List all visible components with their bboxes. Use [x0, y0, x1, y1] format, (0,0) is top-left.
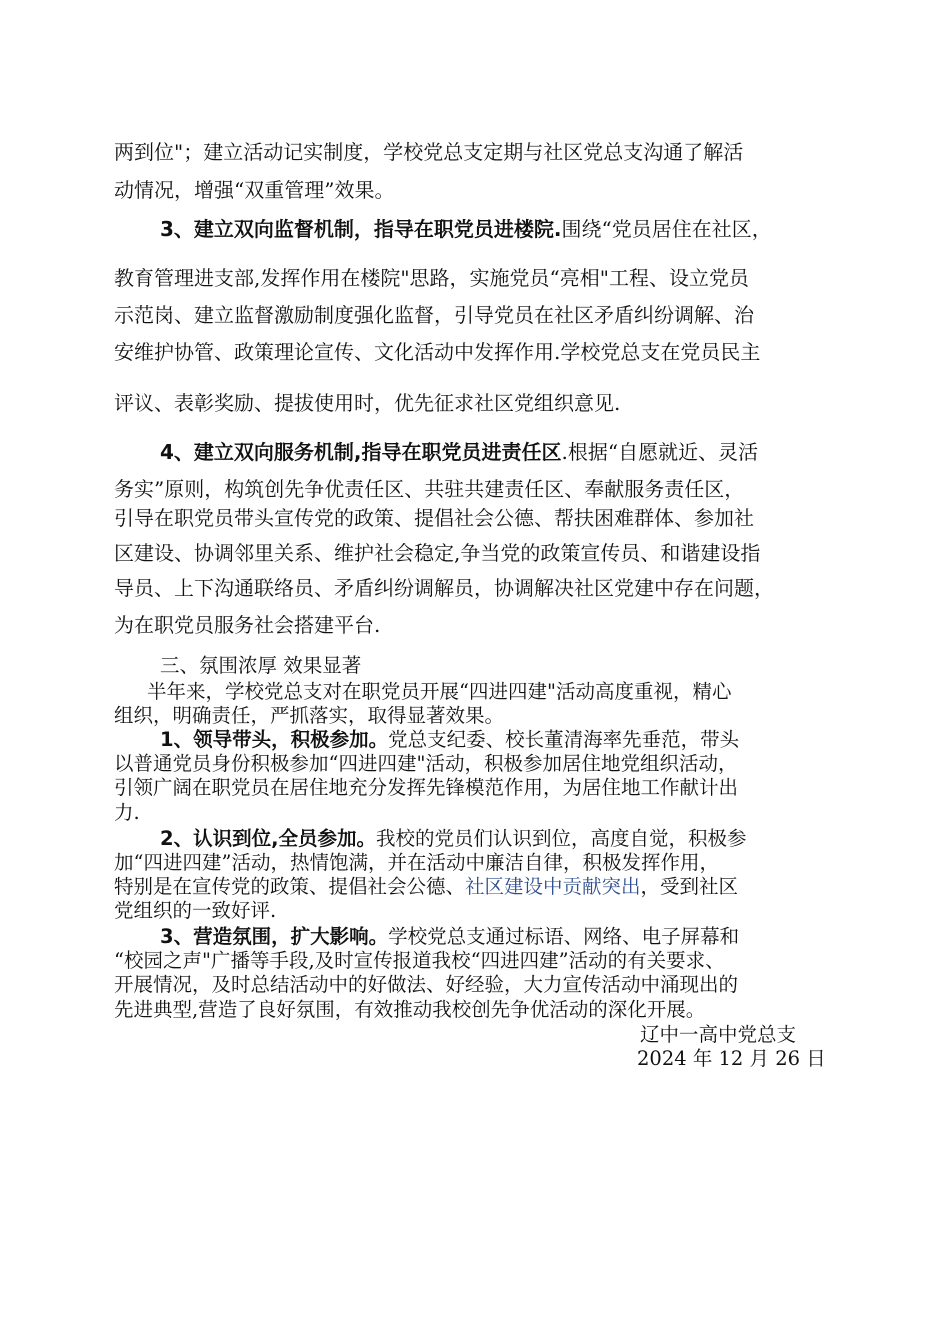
paragraph-line: 先进典型,营造了良好氛围，有效推动我校创先争优活动的深化开展。: [114, 998, 706, 1021]
paragraph-line: 党组织的一致好评.: [114, 899, 277, 922]
item3-heading: 3、建立双向监督机制，指导在职党员进楼院.: [160, 217, 562, 241]
paragraph-line: 导员、上下沟通联络员、矛盾纠纷调解员，协调解决社区党建中存在问题，: [114, 576, 774, 600]
paragraph-line: 教育管理进支部,发挥作用在楼院"思路，实施党员“亮相"工程、设立党员: [114, 266, 749, 290]
point1-heading: 1、领导带头，积极参加。: [160, 728, 389, 751]
item4-heading: 4、建立双向服务机制,指导在职党员进责任区: [160, 440, 562, 464]
paragraph-line: “校园之声"广播等手段,及时宣传报道我校“四进四建”活动的有关要求、: [114, 949, 725, 972]
item4-line1: [160, 436, 758, 465]
paragraph-line: 区建设、协调邻里关系、维护社会稳定,争当党的政策宣传员、和谐建设指: [114, 541, 761, 565]
item3-text: 围绕“党员居住在社区，: [561, 217, 772, 241]
paragraph-line: 引导在职党员带头宣传党的政策、提倡社会公德、帮扶困难群体、参加社: [114, 506, 754, 530]
highlighted-text: 社区建设中贡献突出: [465, 875, 641, 898]
item3-line1: [160, 213, 772, 242]
paragraph-line: 加“四进四建”活动，热情饱满，并在活动中廉洁自律，积极发挥作用，: [114, 851, 719, 874]
paragraph-line: 安维护协管、政策理论宣传、文化活动中发挥作用.学校党总支在党员民主: [114, 340, 761, 364]
paragraph-line: 示范岗、建立监督激励制度强化监督，引导党员在社区矛盾纠纷调解、治: [114, 303, 754, 327]
item4-text: .根据“自愿就近、灵活: [561, 440, 759, 464]
signature-org: 辽中一高中党总支: [640, 1023, 797, 1046]
paragraph-text: 特别是在宣传党的政策、提倡社会公德、: [114, 875, 466, 898]
point2-text: 我校的党员们认识到位，高度自觉，积极参: [375, 827, 747, 850]
section-title: 三、氛围浓厚 效果显著: [160, 654, 362, 677]
point3-heading: 3、营造氛围，扩大影响。: [160, 925, 389, 948]
paragraph-line: 动情况，增强“双重管理”效果。: [114, 178, 395, 202]
paragraph-line: 以普通党员身份积极参加“四进四建"活动，积极参加居住地党组织活动，: [114, 752, 738, 775]
paragraph-line: 评议、表彰奖励、提拔使用时，优先征求社区党组织意见.: [114, 391, 621, 415]
paragraph-line: 半年来，学校党总支对在职党员开展“四进四建"活动高度重视，精心: [147, 680, 732, 703]
point2-heading: 2、认识到位,全员参加。: [160, 827, 376, 850]
paragraph-line: 务实”原则，构筑创先争优责任区、共驻共建责任区、奉献服务责任区，: [114, 477, 745, 501]
paragraph-line: 引领广阔在职党员在居住地充分发挥先锋模范作用，为居住地工作献计出: [114, 776, 739, 799]
paragraph-line: 组织，明确责任，严抓落实，取得显著效果。: [114, 704, 505, 727]
point1-text: 党总支纪委、校长董清海率先垂范，带头: [388, 728, 740, 751]
point3-text: 学校党总支通过标语、网络、电子屏幕和: [388, 925, 740, 948]
paragraph-line: 力.: [114, 801, 140, 824]
paragraph-line: 两到位"；建立活动记实制度，学校党总支定期与社区党总支沟通了解活: [114, 140, 744, 164]
paragraph-line: 开展情况，及时总结活动中的好做法、好经验，大力宣传活动中涌现出的: [114, 973, 739, 996]
signature-date: 2024 年 12 月 26 日: [637, 1047, 826, 1070]
paragraph-line: 为在职党员服务社会搭建平台.: [114, 613, 381, 637]
paragraph-text: ，受到社区: [640, 875, 739, 898]
